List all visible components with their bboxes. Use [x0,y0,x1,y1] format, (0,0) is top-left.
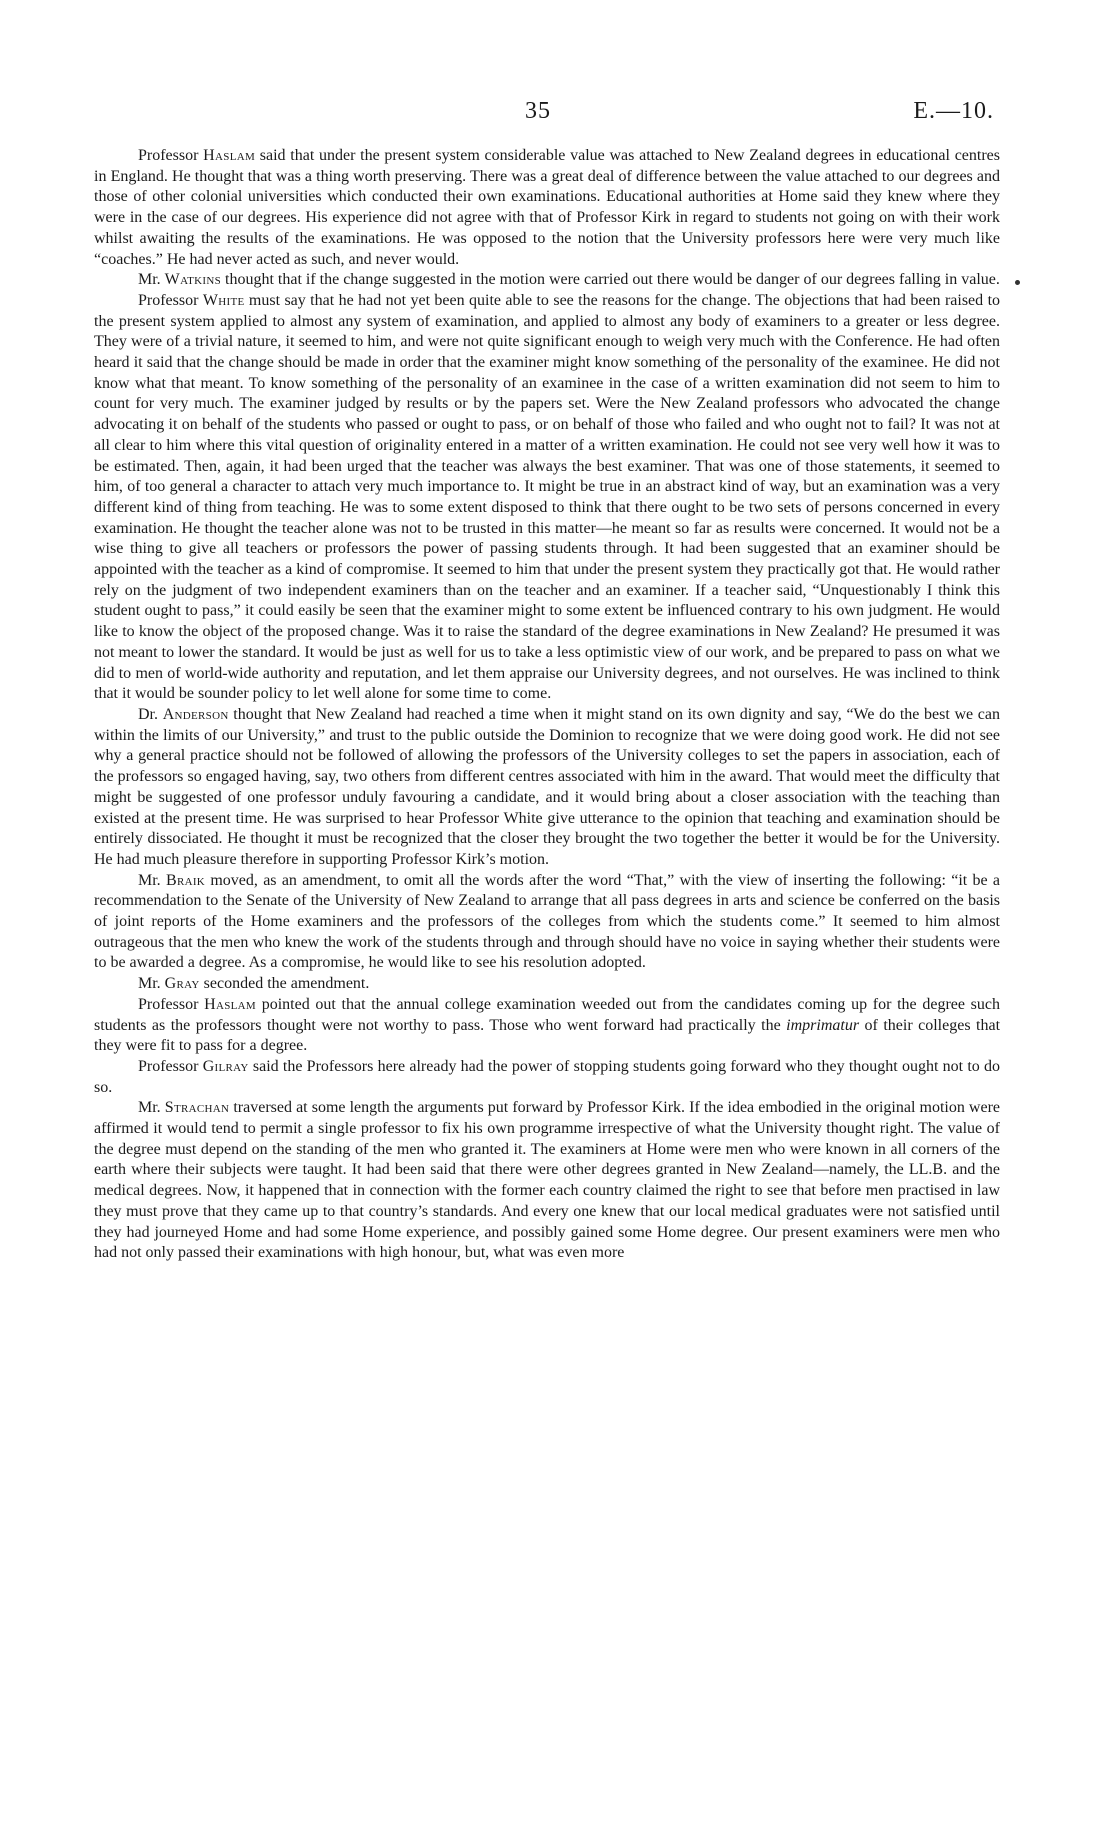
speaker-name: Haslam [203,147,256,164]
speaker-name: Gray [164,975,200,993]
paragraph: Mr. Gray seconded the amendment. [138,975,370,993]
page-number: 35 [525,98,551,124]
speaker-name: Strachan [164,1099,230,1117]
speaker-name: Anderson [162,705,229,723]
paragraph: Professor Gilray said the Professors here already had the power of stopping students going forward who they thought ought not to do so. [94,1057,1001,1096]
proceedings-text [94,146,1000,1264]
italic-term: imprimatur [786,1016,860,1034]
paragraph: Dr. Anderson thought that New Zealand had reached a time when it might stand on its own dignity and say, “We do the best we can within the limits of our University,” and trust to the public outside the Dominion to recognize that we were doing good work. He did not see why a general practice should not be followed of allowing the professors of the University colleges to set the papers in association, each of the professors so engaged having, say, two others from different centres associated with him in the award. That would meet the difficulty that might be suggested of one professor unduly favouring a candidate, and it would bring about a closer association with the teaching than existed at the present time. He was surprised to hear Professor White give utterance to the opinion that teaching and examination should be entirely dissociated. He thought it must be recognized that the closer they brought the two together the better it would be for the University. He had much pleasure therefore in supporting Professor Kirk’s motion. [94,705,1001,868]
speaker-name: Braik [165,871,206,889]
speaker-name: White [202,291,245,309]
speaker-name: Gilray [202,1057,249,1075]
speaker-name: Watkins [164,271,221,289]
margin-mark [1015,280,1020,285]
paragraph: Professor Haslam pointed out that the annual college examination weeded out from the candidates coming up for the degree such students as the professors thought were not worthy to pass. Those who went forward had practically the imprimatur of their colleges that they were fit to pass for a degree. [94,995,1001,1055]
page-header [0,98,1114,132]
paragraph: Mr. Watkins thought that if the change suggested in the motion were carried out there would be danger of our degrees falling in value. [138,271,1000,289]
speaker-name: Haslam [204,995,257,1013]
report-code: E.—10. [913,98,994,124]
paragraph: Mr. Strachan traversed at some length the arguments put forward by Professor Kirk. If the idea embodied in the original motion were affirmed it would tend to permit a single professor to fix his own programme irrespective of what the University thought right. The value of the degree must depend on the standing of the men who granted it. The examiners at Home were men who were known in all corners of the earth where their subjects were taught. It had been said that there were other degrees granted in New Zealand—namely, the LL.B. and the medical degrees. Now, it happened that in connection with the former each country claimed the right to see that before men practised in law they must prove that they came up to that country’s standards. And every one knew that our local medical graduates were not satisfied until they had journeyed Home and had some Home experience, and possibly gained some Home degree. Our present examiners were men who had not only passed their examinations with high honour, but, what was even more [94,1099,1001,1262]
paragraph: Mr. Braik moved, as an amendment, to omit all the words after the word “That,” with the view of inserting the following: “it be a recommendation to the Senate of the University of New Zealand to arrange that all pass degrees in arts and science be conferred on the basis of joint reports of the Home examiners and the professors of the colleges from which the students come.” It seemed to him almost outrageous that the men who knew the work of the students through and through should have no voice in saying whether their students were to be awarded a degree. As a compromise, he would like to see his resolution adopted. [94,871,1001,972]
paragraph: Professor Haslam said that under the present system considerable value was attached to New Zealand degrees in educational centres in England. He thought that was a thing worth preserving. There was a great deal of difference between the value attached to our degrees and those of other colonial universities which conducted their own examinations. Educational authorities at Home said they knew where they were in the case of our degrees. His experience did not agree with that of Professor Kirk in regard to students not going on with their work whilst awaiting the results of the examinations. He was opposed to the notion that the University professors here were very much like “coaches.” He had never acted as such, and never would. [94,147,1000,268]
paragraph: Professor White must say that he had not yet been quite able to see the reasons for the change. The objections that had been raised to the present system applied to almost any system of examination, and applied to almost any body of examiners to a greater or less degree. They were of a trivial nature, it seemed to him, and were not quite significant enough to weigh very much with the Conference. He had often heard it said that the change should be made in order that the examiner might know something of the personality of the examinee. He did not know what that meant. To know something of the personality of an examinee in the case of a written examination did not seem to him to count for very much. The examiner judged by results or by the papers set. Were the New Zealand professors who advocated the change advocating it on behalf of the students who passed or ought to pass, or on behalf of those who failed and who ought not to fail? It was not at all clear to him where this vital question of originality entered in a matter of a written examination. He could not see very well how it was to be estimated. Then, again, it had been urged that the teacher was always the best examiner. That was one of those statements, it seemed to him, of too general a character to attach very much importance to. It might be true in an abstract kind of way, but an examination was a very different kind of thing from teaching. He was to some extent disposed to think that there ought to be two sets of persons concerned in every examination. He thought the teacher alone was not to be trusted in this matter—he meant so far as results were concerned. It would not be a wise thing to give all teachers or professors the power of passing students through. It had been suggested that an examiner should be appointed with the teacher as a kind of compromise. It seemed to him that under the present system they practically got that. He would rather rely on the judgment of two independent examiners than on the teacher and an examiner. If a teacher said, “Unquestionably I think this student ought to pass,” it could easily be seen that the examiner might to some extent be influenced contrary to his own judgment. He would like to know the object of the proposed change. Was it to raise the standard of the degree examinations in New Zealand? He presumed it was not meant to lower the standard. It would be just as well for us to take a less optimistic view of our work, and be prepared to pass on what we did to men of world-wide authority and reputation, and let them appraise our University degrees, and not ourselves. He was inclined to think that it would be sounder policy to let well alone for some time to come. [94,291,1001,703]
